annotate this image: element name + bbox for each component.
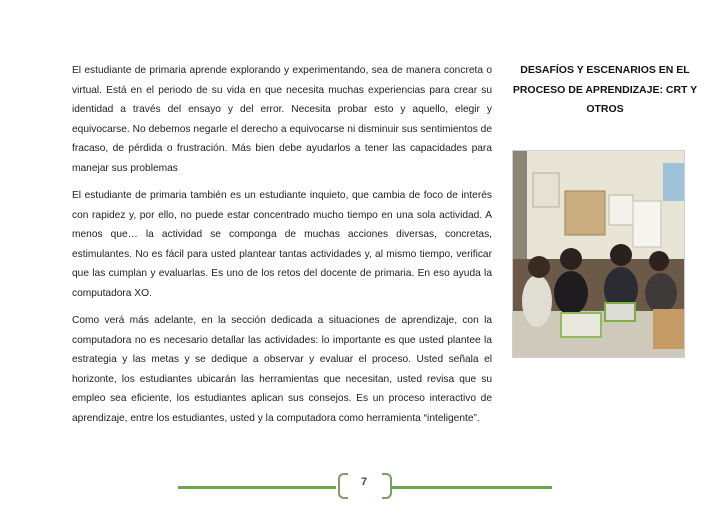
footer-rule-right	[392, 486, 552, 489]
classroom-photo-illustration	[513, 151, 684, 357]
main-text-column	[72, 61, 492, 436]
footer-bracket-right	[382, 473, 392, 499]
classroom-photo	[512, 150, 685, 358]
paragraph-3: Como verá más adelante, en la sección dedicada a situaciones de aprendizaje, con la computadora no es necesario detallar las actividades: lo importante es que usted plantee la estrategia y las metas y se dedique a observar y evaluar el proceso. Usted señala el horizonte, los estudiantes ubicarán las herramientas que necesitan, usted revisa que su empleo sea eficiente, los estudiantes aplican sus consejos. Es un proceso interactivo de aprendizaje, entre los estudiantes, usted y la computadora como herramienta “inteligente”.	[72, 315, 492, 424]
paragraph-1: El estudiante de primaria aprende explorando y experimentando, sea de manera concreta o virtual. Está en el periodo de su vida en que necesita muchas experiencias para crear su identidad a través del ensayo y del error. Necesita probar esto y aquello, elegir y equivocarse. No debemos negarle el derecho a equivocarse ni disminuir sus sentimientos de fracaso, de pérdida o frustración. Más bien debe ayudarlos a tener las capacidades para manejar sus problemas	[72, 65, 492, 174]
footer-rule-left	[178, 486, 336, 489]
page-number: 7	[360, 476, 368, 488]
paragraph-2: El estudiante de primaria también es un estudiante inquieto, que cambia de foco de interés con rapidez y, por ello, no puede estar concentrado mucho tiempo en una sola actividad. A menos que… la actividad se componga de muchas acciones diversas, concretas, estimulantes. No es fácil para usted plantear tantas actividades y, al mismo tiempo, verificar que las cumplan y evaluarlas. Es uno de los retos del docente de primaria. En eso ayuda la computadora XO.	[72, 190, 492, 299]
sidebar-title: DESAFÍOS Y ESCENARIOS EN EL PROCESO DE APRENDIZAJE: CRT Y OTROS	[512, 64, 698, 115]
